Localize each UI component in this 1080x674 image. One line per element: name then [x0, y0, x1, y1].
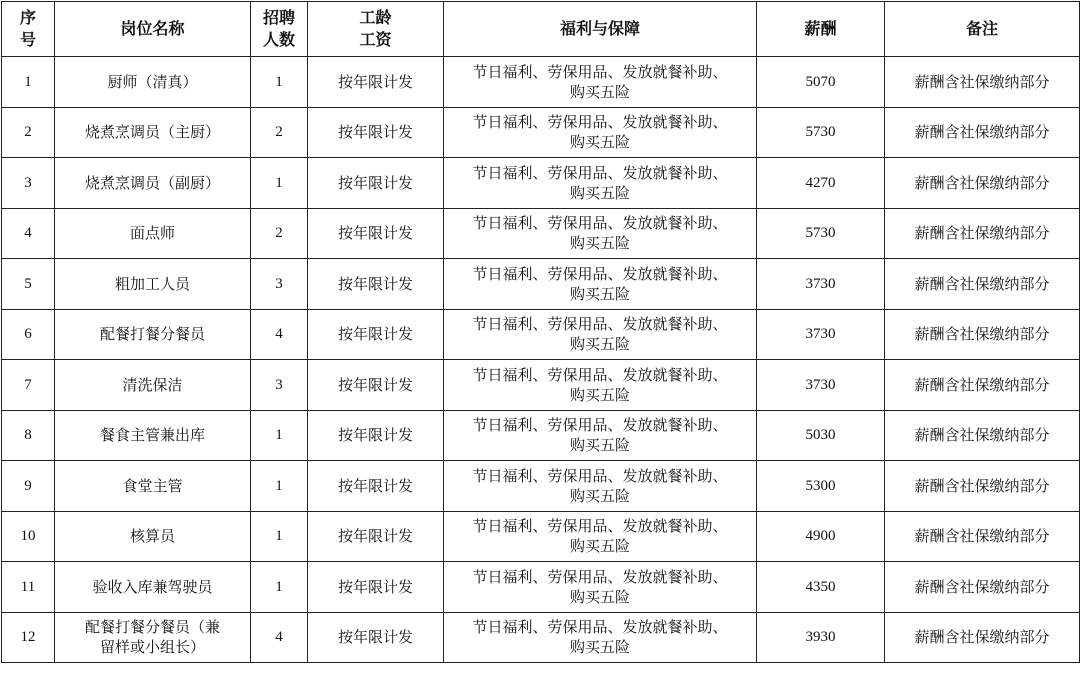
cell-salary: 3730	[757, 259, 885, 310]
cell-position	[55, 107, 251, 158]
cell-benefits-line: 节日福利、劳保用品、发放就餐补助、	[472, 416, 728, 435]
cell-count: 3	[251, 360, 308, 411]
cell-salary: 5070	[757, 57, 885, 108]
cell-benefits-line: 节日福利、劳保用品、发放就餐补助、	[472, 163, 728, 182]
cell-position	[55, 562, 251, 613]
cell-seq: 12	[2, 612, 55, 663]
cell-remark: 薪酬含社保缴纳部分	[885, 562, 1080, 613]
cell-benefits-line: 购买五险	[569, 385, 630, 404]
cell-count: 2	[251, 107, 308, 158]
cell-remark: 薪酬含社保缴纳部分	[885, 57, 1080, 108]
cell-count: 1	[251, 158, 308, 209]
column-header-count-line: 人数	[262, 30, 295, 49]
cell-position-line: 配餐打餐分餐员	[99, 325, 205, 344]
table-row	[2, 259, 1080, 310]
table-row	[2, 107, 1080, 158]
cell-benefits-line: 节日福利、劳保用品、发放就餐补助、	[472, 264, 728, 283]
cell-salary: 5730	[757, 208, 885, 259]
table-body	[2, 57, 1080, 663]
cell-salary: 5730	[757, 107, 885, 158]
cell-benefits	[444, 158, 757, 209]
cell-benefits	[444, 360, 757, 411]
cell-seq: 8	[2, 410, 55, 461]
cell-seq: 6	[2, 309, 55, 360]
cell-wage: 按年限计发	[308, 461, 444, 512]
cell-benefits	[444, 57, 757, 108]
column-header-position-line: 岗位名称	[120, 19, 185, 38]
cell-remark: 薪酬含社保缴纳部分	[885, 309, 1080, 360]
cell-remark: 薪酬含社保缴纳部分	[885, 612, 1080, 663]
cell-seq: 11	[2, 562, 55, 613]
cell-position-line: 留样或小组长）	[99, 638, 205, 657]
cell-remark: 薪酬含社保缴纳部分	[885, 107, 1080, 158]
cell-wage: 按年限计发	[308, 158, 444, 209]
cell-benefits-line: 购买五险	[569, 284, 630, 303]
cell-benefits	[444, 208, 757, 259]
recruitment-table	[1, 1, 1080, 663]
table-row	[2, 208, 1080, 259]
cell-wage: 按年限计发	[308, 612, 444, 663]
cell-benefits-line: 购买五险	[569, 486, 630, 505]
cell-position-line: 厨师（清真）	[107, 72, 198, 91]
cell-remark: 薪酬含社保缴纳部分	[885, 158, 1080, 209]
cell-count: 2	[251, 208, 308, 259]
cell-wage: 按年限计发	[308, 107, 444, 158]
table-row	[2, 461, 1080, 512]
cell-benefits-line: 购买五险	[569, 133, 630, 152]
cell-position-line: 烧煮烹调员（主厨）	[84, 123, 220, 142]
cell-count: 1	[251, 562, 308, 613]
cell-position	[55, 612, 251, 663]
column-header-seq-line: 号	[19, 30, 36, 49]
cell-benefits	[444, 107, 757, 158]
cell-position	[55, 259, 251, 310]
cell-seq: 4	[2, 208, 55, 259]
cell-seq: 5	[2, 259, 55, 310]
column-header-seq-line: 序	[19, 8, 36, 27]
cell-seq: 3	[2, 158, 55, 209]
cell-benefits	[444, 410, 757, 461]
table-row	[2, 612, 1080, 663]
cell-salary: 3730	[757, 309, 885, 360]
table-row	[2, 360, 1080, 411]
cell-benefits-line: 购买五险	[569, 234, 630, 253]
cell-wage: 按年限计发	[308, 360, 444, 411]
cell-position	[55, 57, 251, 108]
cell-seq: 10	[2, 511, 55, 562]
cell-wage: 按年限计发	[308, 309, 444, 360]
cell-count: 1	[251, 461, 308, 512]
cell-benefits-line: 购买五险	[569, 638, 630, 657]
cell-benefits	[444, 612, 757, 663]
table-header-row	[2, 2, 1080, 57]
cell-benefits-line: 购买五险	[569, 436, 630, 455]
cell-benefits-line: 购买五险	[569, 82, 630, 101]
cell-position	[55, 208, 251, 259]
column-header-remark	[885, 2, 1080, 57]
cell-count: 1	[251, 57, 308, 108]
cell-position	[55, 158, 251, 209]
cell-position	[55, 511, 251, 562]
column-header-count	[251, 2, 308, 57]
table-row	[2, 410, 1080, 461]
cell-position	[55, 410, 251, 461]
cell-count: 1	[251, 511, 308, 562]
cell-seq: 9	[2, 461, 55, 512]
cell-wage: 按年限计发	[308, 410, 444, 461]
cell-benefits-line: 购买五险	[569, 335, 630, 354]
cell-benefits-line: 节日福利、劳保用品、发放就餐补助、	[472, 315, 728, 334]
cell-wage: 按年限计发	[308, 208, 444, 259]
cell-position-line: 核算员	[129, 527, 175, 546]
cell-position-line: 食堂主管	[122, 476, 183, 495]
cell-wage: 按年限计发	[308, 511, 444, 562]
cell-benefits-line: 节日福利、劳保用品、发放就餐补助、	[472, 517, 728, 536]
column-header-seq	[2, 2, 55, 57]
cell-seq: 1	[2, 57, 55, 108]
cell-remark: 薪酬含社保缴纳部分	[885, 511, 1080, 562]
cell-position-line: 清洗保洁	[122, 375, 183, 394]
cell-wage: 按年限计发	[308, 57, 444, 108]
cell-benefits	[444, 461, 757, 512]
cell-remark: 薪酬含社保缴纳部分	[885, 360, 1080, 411]
column-header-wage-line: 工资	[359, 30, 392, 49]
table-row	[2, 309, 1080, 360]
cell-count: 3	[251, 259, 308, 310]
column-header-benefits	[444, 2, 757, 57]
cell-seq: 7	[2, 360, 55, 411]
cell-wage: 按年限计发	[308, 562, 444, 613]
cell-remark: 薪酬含社保缴纳部分	[885, 410, 1080, 461]
column-header-wage	[308, 2, 444, 57]
column-header-salary	[757, 2, 885, 57]
column-header-count-line: 招聘	[262, 8, 295, 27]
cell-salary: 4900	[757, 511, 885, 562]
column-header-salary-line: 薪酬	[804, 19, 837, 38]
cell-salary: 3730	[757, 360, 885, 411]
cell-position-line: 配餐打餐分餐员（兼	[84, 618, 220, 637]
cell-position	[55, 309, 251, 360]
cell-benefits-line: 购买五险	[569, 537, 630, 556]
table-row	[2, 158, 1080, 209]
cell-position-line: 烧煮烹调员（副厨）	[84, 173, 220, 192]
cell-position	[55, 360, 251, 411]
cell-wage: 按年限计发	[308, 259, 444, 310]
cell-remark: 薪酬含社保缴纳部分	[885, 259, 1080, 310]
cell-benefits-line: 节日福利、劳保用品、发放就餐补助、	[472, 62, 728, 81]
cell-benefits	[444, 259, 757, 310]
cell-benefits-line: 节日福利、劳保用品、发放就餐补助、	[472, 618, 728, 637]
cell-count: 4	[251, 309, 308, 360]
cell-salary: 3930	[757, 612, 885, 663]
cell-benefits	[444, 511, 757, 562]
column-header-position	[55, 2, 251, 57]
cell-benefits-line: 节日福利、劳保用品、发放就餐补助、	[472, 466, 728, 485]
cell-seq: 2	[2, 107, 55, 158]
cell-salary: 5300	[757, 461, 885, 512]
cell-position-line: 面点师	[129, 224, 175, 243]
column-header-remark-line: 备注	[965, 19, 998, 38]
cell-position-line: 验收入库兼驾驶员	[92, 577, 213, 596]
cell-remark: 薪酬含社保缴纳部分	[885, 208, 1080, 259]
cell-remark: 薪酬含社保缴纳部分	[885, 461, 1080, 512]
cell-benefits-line: 节日福利、劳保用品、发放就餐补助、	[472, 567, 728, 586]
table-row	[2, 562, 1080, 613]
cell-position	[55, 461, 251, 512]
cell-count: 1	[251, 410, 308, 461]
column-header-wage-line: 工龄	[359, 8, 392, 27]
cell-position-line: 粗加工人员	[114, 274, 190, 293]
cell-benefits-line: 节日福利、劳保用品、发放就餐补助、	[472, 113, 728, 132]
table-row	[2, 511, 1080, 562]
cell-salary: 4350	[757, 562, 885, 613]
cell-benefits	[444, 309, 757, 360]
cell-salary: 4270	[757, 158, 885, 209]
column-header-benefits-line: 福利与保障	[559, 19, 640, 38]
cell-benefits-line: 节日福利、劳保用品、发放就餐补助、	[472, 214, 728, 233]
cell-salary: 5030	[757, 410, 885, 461]
cell-benefits	[444, 562, 757, 613]
cell-benefits-line: 购买五险	[569, 183, 630, 202]
cell-benefits-line: 购买五险	[569, 587, 630, 606]
cell-position-line: 餐食主管兼出库	[99, 426, 205, 445]
table-row	[2, 57, 1080, 108]
cell-count: 4	[251, 612, 308, 663]
cell-benefits-line: 节日福利、劳保用品、发放就餐补助、	[472, 365, 728, 384]
